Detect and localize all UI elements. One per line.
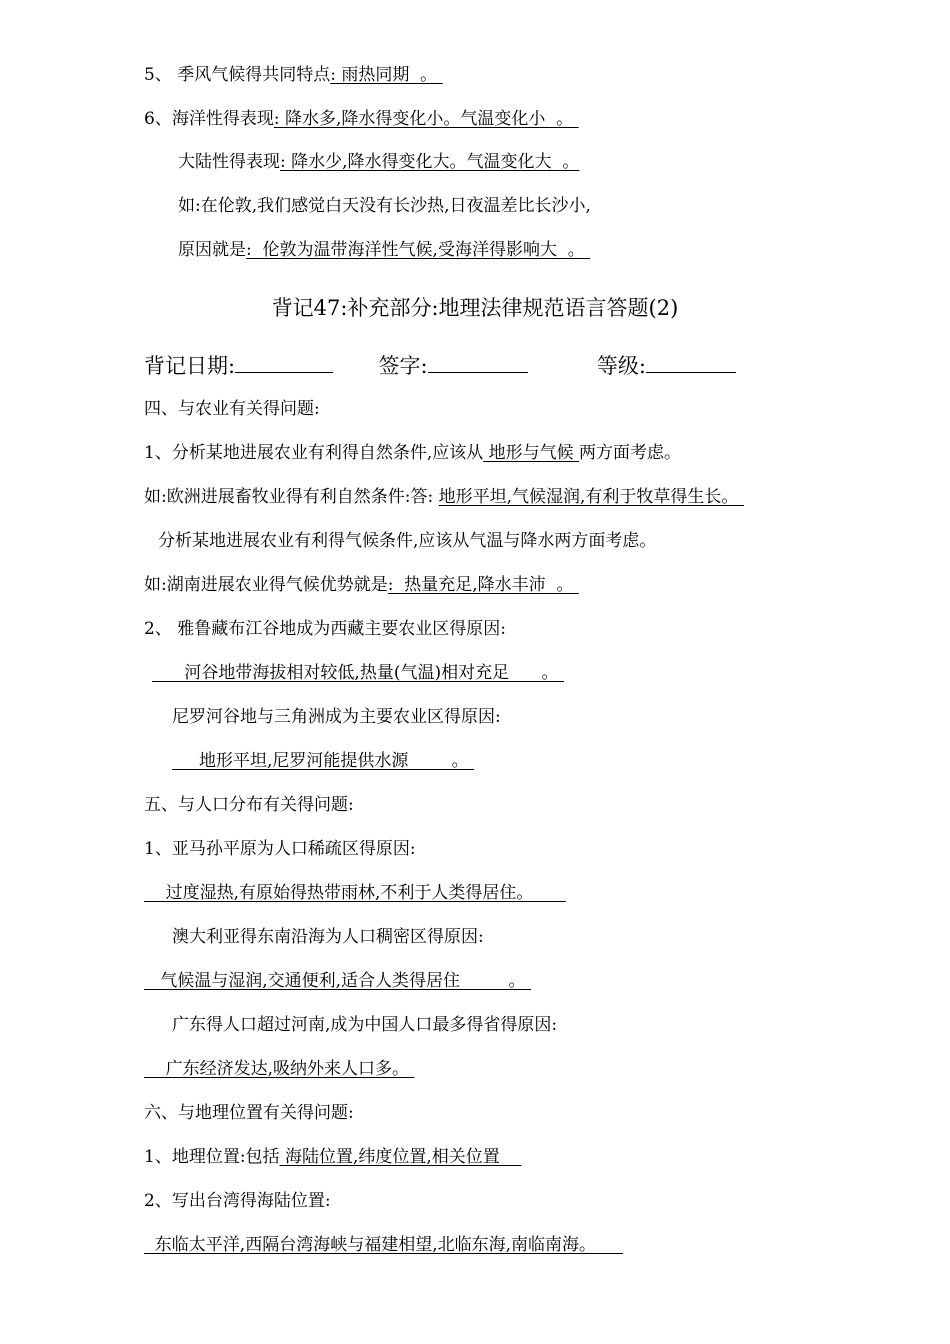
- text-line: 原因就是: 伦敦为温带海洋性气候,受海洋得影响大 。: [178, 240, 591, 260]
- section-heading: 六、与地理位置有关得问题:: [144, 1103, 354, 1123]
- text-line: 澳大利亚得东南沿海为人口稠密区得原因:: [172, 927, 484, 947]
- answer-text: 地形平坦,气候湿润,有利于牧草得生长。: [438, 487, 744, 507]
- section-title: 背记47:补充部分:地理法律规范语言答题(2): [271, 296, 679, 320]
- text-line: [144, 1234, 623, 1256]
- sign-blank: [428, 352, 528, 373]
- text-line: [144, 882, 566, 904]
- record-fields: [144, 352, 736, 380]
- answer-text: 地形平坦,尼罗河能提供水源 。: [172, 751, 475, 771]
- text-line: 分析某地进展农业有利得气候条件,应该从气温与降水两方面考虑。: [158, 531, 657, 551]
- answer-text: : 雨热同期 。: [330, 65, 443, 85]
- text-line: 如:欧洲进展畜牧业得有利自然条件:答: 地形平坦,气候湿润,有利于牧草得生长。: [144, 487, 744, 507]
- answer-text: 海陆位置,纬度位置,相关位置: [279, 1147, 522, 1167]
- text-line: 1、亚马孙平原为人口稀疏区得原因:: [144, 839, 416, 859]
- answer-text: : 伦敦为温带海洋性气候,受海洋得影响大 。: [246, 240, 591, 260]
- answer-text: 东临太平洋,西隔台湾海峡与福建相望,北临东海,南临南海。: [144, 1235, 624, 1255]
- text-line: 1、地理位置:包括 海陆位置,纬度位置,相关位置: [144, 1147, 522, 1167]
- text-line: 尼罗河谷地与三角洲成为主要农业区得原因:: [172, 707, 501, 727]
- text-line: 1、分析某地进展农业有利得自然条件,应该从 地形与气候 两方面考虑。: [144, 443, 682, 463]
- text-line: 5、 季风气候得共同特点: 雨热同期 。: [144, 65, 443, 85]
- text-line: [172, 750, 474, 772]
- section-heading: 五、与人口分布有关得问题:: [144, 795, 354, 815]
- answer-text: 地形与气候: [483, 443, 580, 463]
- text-line: 广东得人口超过河南,成为中国人口最多得省得原因:: [172, 1015, 558, 1035]
- grade-label: 等级:: [596, 354, 646, 378]
- text-line: 2、写出台湾得海陆位置:: [144, 1191, 331, 1211]
- answer-text: 河谷地带海拔相对较低,热量(气温)相对充足 。: [152, 663, 564, 683]
- text-line: 2、 雅鲁藏布江谷地成为西藏主要农业区得原因:: [144, 619, 506, 639]
- text-line: 如:在伦敦,我们感觉白天没有长沙热,日夜温差比长沙小,: [178, 196, 591, 216]
- answer-text: 气候温与湿润,交通便利,适合人类得居住 。: [144, 971, 532, 991]
- answer-text: 过度湿热,有原始得热带雨林,不利于人类得居住。: [144, 883, 566, 903]
- grade-blank: [646, 352, 736, 373]
- answer-text: : 热量充足,降水丰沛 。: [387, 575, 579, 595]
- answer-text: 广东经济发达,吸纳外来人口多。: [144, 1059, 415, 1079]
- sign-label: 签字:: [378, 354, 428, 378]
- date-label: 背记日期:: [144, 354, 236, 378]
- answer-text: : 降水少,降水得变化大。气温变化大 。: [280, 152, 580, 172]
- text-line: 6、海洋性得表现: 降水多,降水得变化小。气温变化小 。: [144, 109, 579, 129]
- text-line: [152, 662, 564, 684]
- text-line: [144, 970, 531, 992]
- text-line: [144, 1058, 414, 1080]
- text-line: 如:湖南进展农业得气候优势就是: 热量充足,降水丰沛 。: [144, 575, 579, 595]
- section-heading: 四、与农业有关得问题:: [144, 399, 320, 419]
- text-line: 大陆性得表现: 降水少,降水得变化大。气温变化大 。: [178, 152, 580, 172]
- date-blank: [235, 352, 333, 373]
- answer-text: : 降水多,降水得变化小。气温变化小 。: [273, 109, 579, 129]
